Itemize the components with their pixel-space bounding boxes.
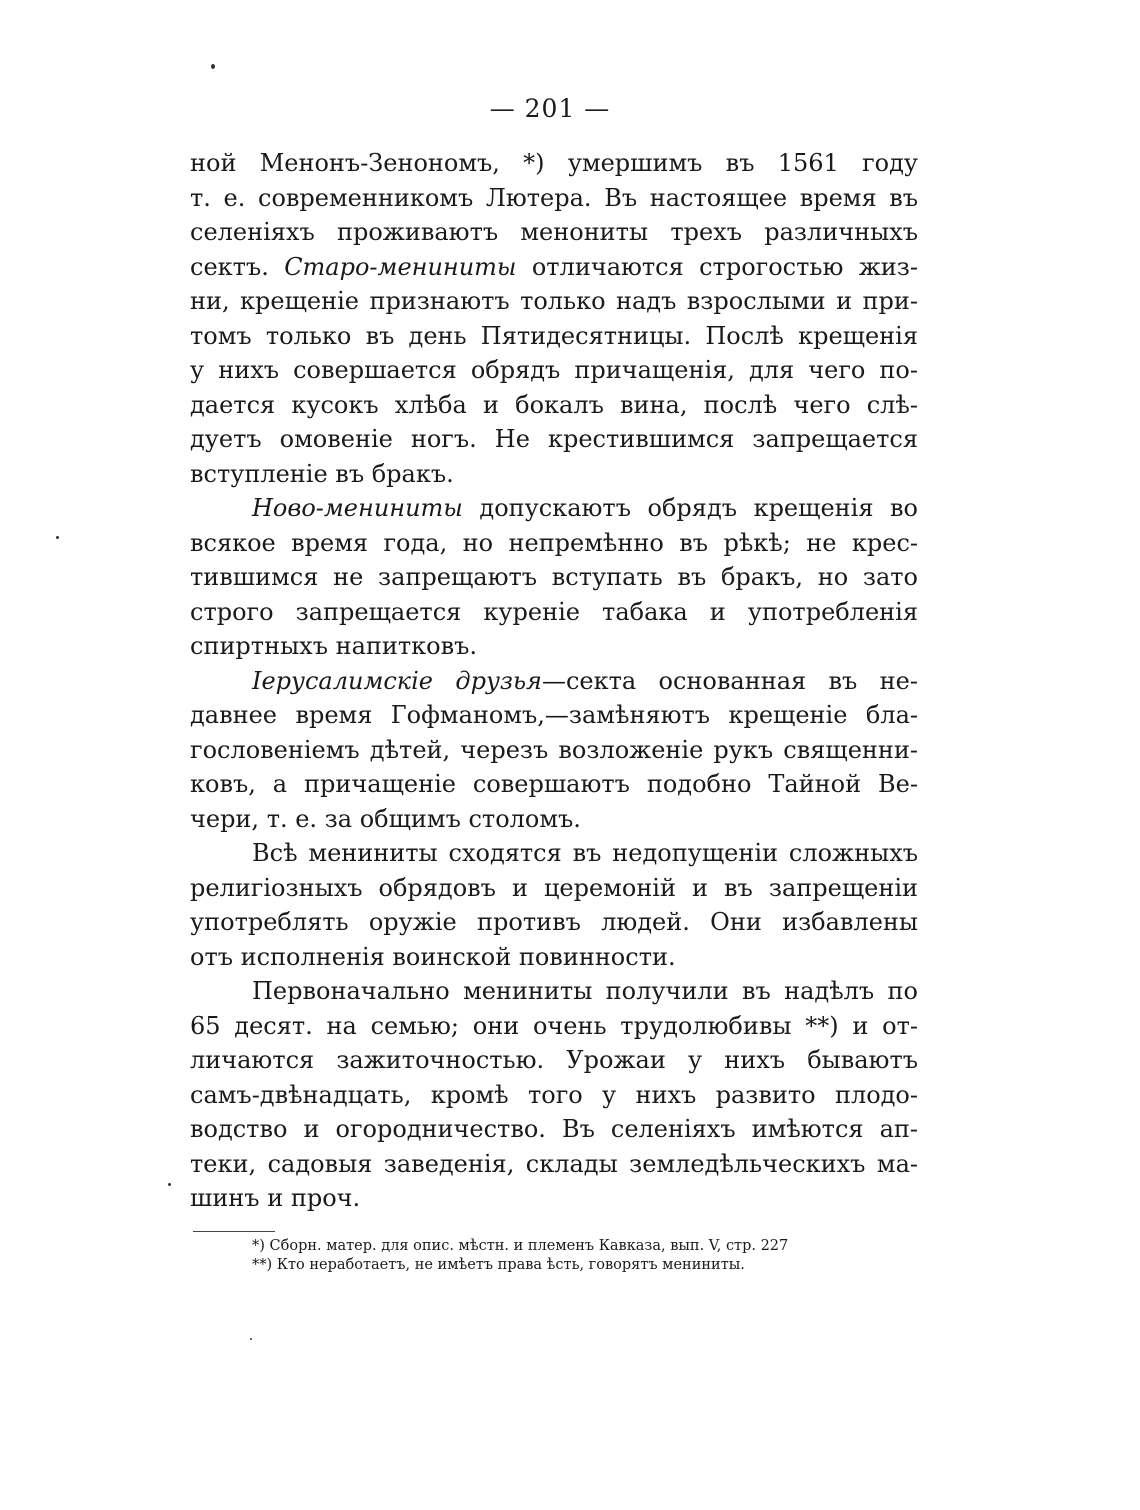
footnote-divider: [193, 1231, 275, 1232]
text-line: [190, 526, 918, 561]
text-line: [190, 836, 918, 871]
text-line: [190, 422, 918, 457]
text-line: [190, 802, 918, 837]
text-line: [190, 1078, 918, 1113]
line-text: отъ исполненія воинской повинности.: [190, 942, 676, 971]
line-text: ной Менонъ-Зенономъ, *) умершимъ въ 1561 году: [190, 149, 918, 177]
footnote-1: *) Сборн. матер. для опис. мѣстн. и племенъ Кавказа, вып. V, стр. 227: [252, 1238, 789, 1254]
text-line: [190, 353, 918, 388]
text-line: [190, 871, 918, 906]
page-number: — 201 —: [489, 94, 611, 123]
text-line: [190, 457, 918, 492]
text-line: [190, 319, 918, 354]
text-line: [190, 629, 918, 664]
line-text: томъ только въ день Пятидесятницы. Послѣ крещенія: [190, 321, 918, 350]
text-line: [190, 1181, 918, 1216]
line-text: 65 десят. на семью; они очень трудолюбивы **) и от-: [190, 1011, 918, 1040]
text-line: [190, 560, 918, 595]
text-line: [190, 1043, 918, 1078]
line-text: дается кусокъ хлѣба и бокалъ вина, послѣ чего слѣ-: [190, 390, 918, 419]
line-text: давнее время Гофманомъ,—замѣняютъ крещеніе бла-: [190, 701, 918, 729]
text-line: [190, 388, 918, 423]
line-text: гословеніемъ дѣтей, черезъ возложеніе рукъ священни-: [190, 735, 918, 764]
text-line: [190, 1147, 918, 1182]
text-line: [190, 905, 918, 940]
line-text: всякое время года, но непремѣнно въ рѣкѣ; не крес-: [190, 528, 918, 557]
text-line: [190, 215, 918, 250]
text-line: [190, 767, 918, 802]
line-text: строго запрещается куреніе табака и употребленія: [190, 597, 918, 626]
line-text: самъ-двѣнадцать, кромѣ того у нихъ развито плодо-: [190, 1080, 918, 1109]
text-line: [190, 181, 918, 216]
line-text: у нихъ совершается обрядъ причащенія, для чего по-: [190, 356, 918, 384]
line-text: Первоначально мениниты получили въ надѣлъ по: [252, 977, 918, 1005]
line-text: употреблять оружіе противъ людей. Они избавлены: [190, 908, 918, 936]
text-line: [190, 284, 918, 319]
line-text: водство и огородничество. Въ селеніяхъ имѣются ап-: [190, 1115, 918, 1143]
text-line: [190, 1009, 918, 1044]
scan-speck: [56, 536, 59, 539]
text-line: [190, 664, 918, 699]
line-text: теки, садовыя заведенія, склады земледѣльческихъ ма-: [190, 1149, 918, 1178]
footnotes: [252, 1237, 912, 1275]
scan-speck: [250, 1338, 252, 1340]
line-text: отличаются строгостью жиз-: [516, 252, 918, 281]
line-text: личаются зажиточностью. Урожаи у нихъ бываютъ: [190, 1046, 918, 1074]
text-line: [190, 698, 918, 733]
text-line: [190, 940, 918, 975]
line-text: ни, крещеніе признаютъ только надъ взрослыми и при-: [190, 287, 918, 315]
text-line: [190, 974, 918, 1009]
text-line: [190, 595, 918, 630]
body-text: [190, 146, 918, 1216]
line-text: спиртныхъ напитковъ.: [190, 632, 478, 660]
line-text: допускаютъ обрядъ крещенія во: [462, 494, 918, 522]
line-text: —секта основанная въ не-: [541, 666, 918, 695]
line-text: селеніяхъ проживаютъ менониты трехъ различныхъ: [190, 218, 918, 246]
text-line: [190, 733, 918, 768]
text-line: [190, 491, 918, 526]
line-text: сектъ.: [190, 252, 285, 281]
text-line: [190, 146, 918, 181]
line-text: вступленіе въ бракъ.: [190, 459, 454, 488]
text-line: [190, 1112, 918, 1147]
line-text: Всѣ мениниты сходятся въ недопущеніи сложныхъ: [252, 839, 918, 867]
line-text: шинъ и проч.: [190, 1184, 361, 1212]
footnote-2: **) Кто неработаетъ, не имѣетъ права ѣсть, говорятъ мениниты.: [252, 1257, 745, 1273]
scan-speck: [168, 1183, 171, 1186]
line-text: чери, т. е. за общимъ столомъ.: [190, 804, 581, 833]
italic-term: Ново-мениниты: [252, 494, 463, 522]
line-text: дуетъ омовеніе ногъ. Не крестившимся запрещается: [190, 425, 918, 453]
line-text: тившимся не запрещаютъ вступать въ бракъ, но зато: [190, 563, 918, 591]
italic-term: Старо-мениниты: [284, 252, 517, 281]
text-line: [190, 250, 918, 285]
line-text: т. е. современникомъ Лютера. Въ настоящее время въ: [190, 183, 918, 212]
line-text: религіозныхъ обрядовъ и церемоній и въ запрещеніи: [190, 873, 918, 902]
scan-speck: [211, 64, 215, 69]
line-text: ковъ, а причащеніе совершаютъ подобно Тайной Ве-: [190, 770, 918, 798]
italic-term: Іерусалимскіе друзья: [252, 666, 542, 695]
